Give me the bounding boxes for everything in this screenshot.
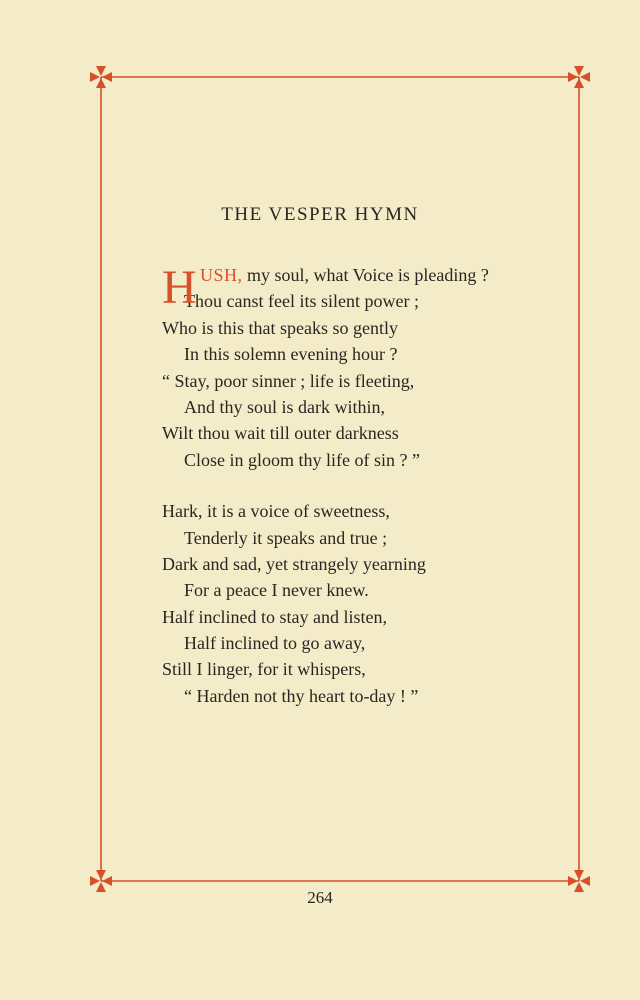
poem-body xyxy=(162,262,562,709)
stanza-2 xyxy=(162,498,562,709)
poem-line: Hark, it is a voice of sweetness, xyxy=(162,501,390,522)
drop-cap: H xyxy=(162,261,197,314)
poem-line: “ Harden not thy heart to-day ! ” xyxy=(184,685,419,706)
poem-title: THE VESPER HYMN xyxy=(221,204,419,225)
poem-line: Wilt thou wait till outer darkness xyxy=(162,423,399,444)
poem-line: Who is this that speaks so gently xyxy=(162,317,398,338)
poem-line: “ Stay, poor sinner ; life is fleeting, xyxy=(162,370,415,391)
poem-line: Thou canst feel its silent power ; xyxy=(184,291,419,312)
lead-caps: USH, xyxy=(200,265,243,285)
poem-line: And thy soul is dark within, xyxy=(184,396,385,417)
poem-line: Half inclined to stay and listen, xyxy=(162,606,387,627)
poem-line: Half inclined to go away, xyxy=(184,633,366,654)
first-line-text: my soul, what Voice is pleading ? xyxy=(242,265,489,285)
poem-line: For a peace I never knew. xyxy=(184,580,369,601)
page-number: 264 xyxy=(307,888,333,907)
stanza-1 xyxy=(162,262,562,473)
poem-line: Still I linger, for it whispers, xyxy=(162,659,366,680)
poem-line: Tenderly it speaks and true ; xyxy=(184,527,388,548)
poem-line: Dark and sad, yet strangely yearning xyxy=(162,553,426,574)
poem-line: In this solemn evening hour ? xyxy=(184,344,398,365)
poem-line: Close in gloom thy life of sin ? ” xyxy=(184,449,420,470)
